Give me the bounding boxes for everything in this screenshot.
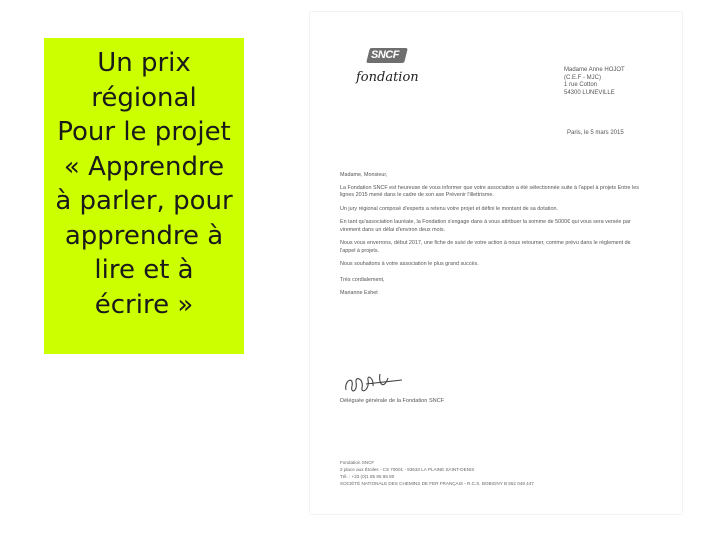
paragraph: En tant qu'association lauréate, la Fondation s'engage dans à vous attribuer la somme de 5000€ qui vous sera versée par virement dans un délai d'environ deux mois. xyxy=(340,219,631,233)
recipient-line: (C.E.F - MJC) xyxy=(564,74,601,81)
recipient-address xyxy=(564,67,625,97)
paragraph: Nous vous enverrons, début 2017, une fiche de suivi de votre action à nous retourner, comme prévu dans le règlement de l'appel à projets. xyxy=(340,240,631,254)
callout-line: Un prix xyxy=(97,48,191,78)
paragraph: La Fondation SNCF est heureuse de vous informer que votre association a été sélectionnée suite à l'appel à projets Entre les lignes 2015 mené dans le cadre de son axe Prévenir l'illettrisme. xyxy=(340,184,639,198)
footer-line: SOCIÉTÉ NATIONALE DES CHEMINS DE FER FRANÇAIS - R.C.S. BOBIGNY B 552 049 447 xyxy=(340,481,534,486)
paragraph: Nous souhaitons à votre association le plus grand succès. xyxy=(340,261,479,267)
closing: Très cordialement, xyxy=(340,276,385,283)
footer-line: Fondation SNCF xyxy=(340,460,375,465)
recipient-line: 1 rue Cotton xyxy=(564,82,598,89)
signer-title: Déléguée générale de la Fondation SNCF xyxy=(340,398,445,404)
sncf-fondation-logo xyxy=(354,48,419,94)
salutation: Madame, Monsieur, xyxy=(340,172,388,178)
paragraph: Un jury régional composé d'experts a retenu votre projet et défini le montant de sa dotation. xyxy=(340,205,558,212)
logo-subtitle: fondation xyxy=(356,70,419,85)
letter-footer xyxy=(340,459,534,487)
callout-line: régional xyxy=(91,82,197,113)
callout-line: écrire » xyxy=(94,289,194,320)
recipient-line: Madame Anne HOJOT xyxy=(564,67,625,73)
callout-line: à parler, pour xyxy=(55,186,233,216)
callout-line: lire et à xyxy=(94,255,194,285)
scanned-letter xyxy=(310,12,682,514)
logo-brand: SNCF xyxy=(371,49,399,61)
callout-line: Pour le projet xyxy=(57,117,231,147)
footer-line: Tél. : +33 (0)1 85 85 85 80 xyxy=(340,474,395,479)
recipient-line: 54300 LUNEVILLE xyxy=(564,89,615,96)
letter-body xyxy=(340,172,646,304)
callout-line: apprendre à xyxy=(64,220,224,251)
letter-date: Paris, le 5 mars 2015 xyxy=(567,130,624,136)
highlight-callout xyxy=(44,38,244,354)
footer-line: 2 place aux Étoiles - CS 70001 - 93633 LA PLAINE SAINT-DENIS xyxy=(340,467,475,472)
signer-name: Marianne Eshet xyxy=(340,290,378,296)
handwritten-signature xyxy=(340,364,410,398)
callout-line: « Apprendre xyxy=(63,151,225,182)
